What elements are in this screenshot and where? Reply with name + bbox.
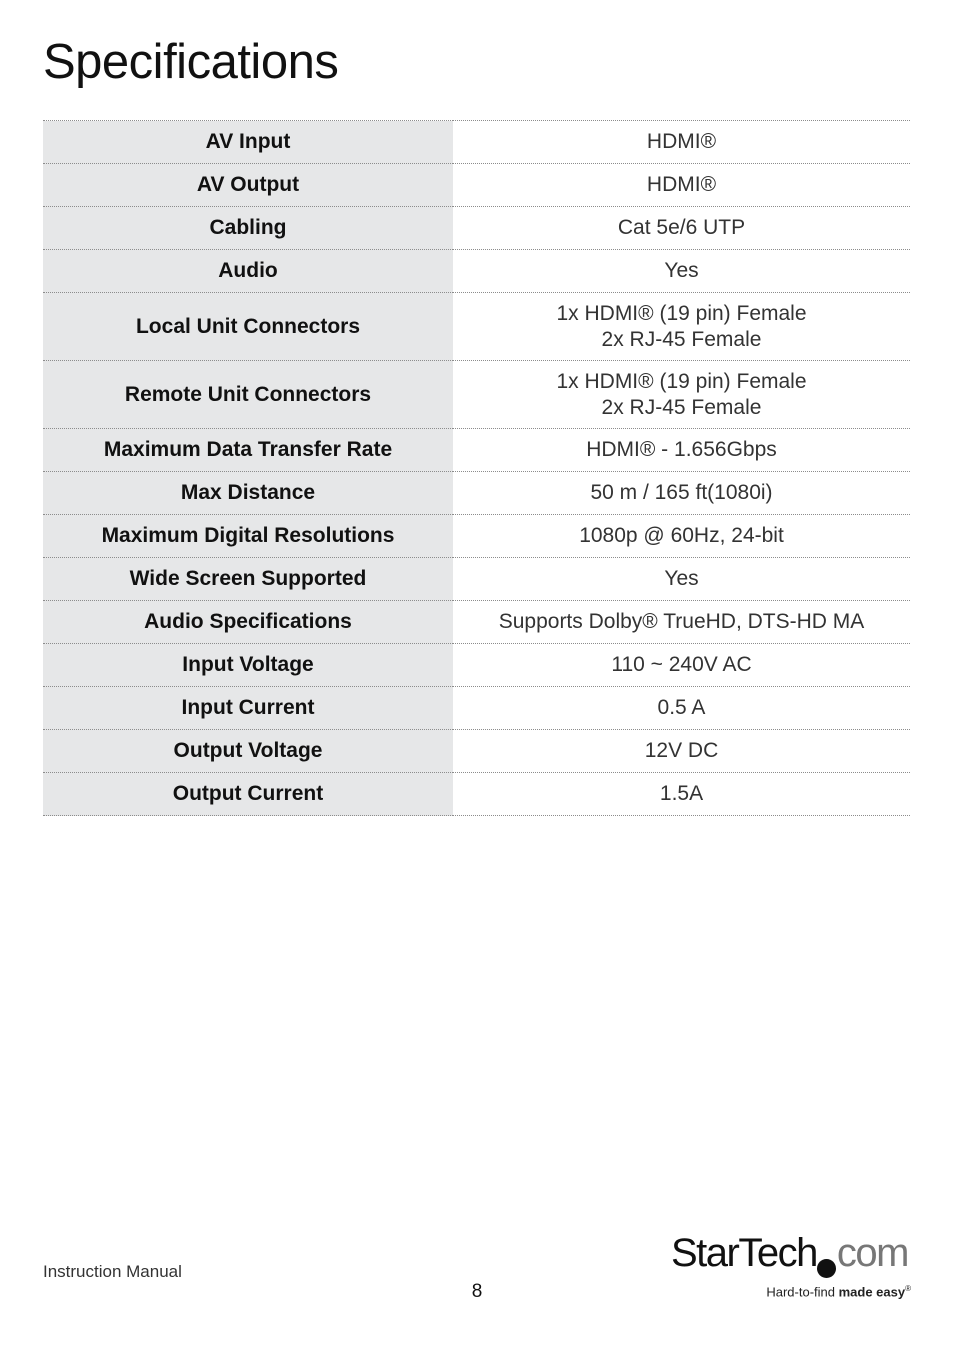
logo-brand-suffix: com — [836, 1231, 908, 1275]
spec-label: Maximum Data Transfer Rate — [43, 429, 453, 472]
spec-value-line: 1x HDMI® (19 pin) Female — [556, 370, 807, 393]
spec-row — [43, 293, 910, 361]
spec-row — [43, 601, 910, 644]
spec-label: Wide Screen Supported — [43, 558, 453, 601]
spec-value-line: 2x RJ-45 Female — [601, 395, 762, 419]
spec-value — [453, 121, 910, 164]
logo-tagline-mark: ® — [905, 1284, 911, 1293]
spec-label: Input Current — [43, 687, 453, 730]
spec-row — [43, 773, 910, 816]
spec-row — [43, 207, 910, 250]
spec-label: Input Voltage — [43, 644, 453, 687]
spec-row — [43, 164, 910, 207]
logo-tagline — [766, 1284, 911, 1299]
spec-row — [43, 558, 910, 601]
spec-row — [43, 515, 910, 558]
spec-label: Audio — [43, 250, 453, 293]
spec-row — [43, 250, 910, 293]
specifications-table-body — [43, 121, 910, 816]
spec-value-line: Yes — [664, 259, 699, 283]
logo-tagline-regular: Hard-to-find — [766, 1284, 839, 1300]
logo-brand-main: StarTech — [671, 1231, 817, 1275]
spec-label: Cabling — [43, 207, 453, 250]
spec-value-line: HDMI® - 1.656Gbps — [586, 438, 777, 462]
spec-value-line: Cat 5e/6 UTP — [617, 216, 746, 240]
page-title: Specifications — [43, 35, 339, 89]
spec-value-line: 0.5 A — [657, 696, 706, 720]
spec-value-line: HDMI® — [646, 173, 717, 197]
spec-value — [453, 361, 910, 429]
spec-value-line: Yes — [664, 567, 699, 591]
spec-label: Output Voltage — [43, 730, 453, 773]
footer-document-label: Instruction Manual — [43, 1262, 182, 1281]
logo-wordmark — [671, 1232, 908, 1274]
spec-value-line: 1x HDMI® (19 pin) Female — [556, 302, 807, 325]
spec-value-line: 1080p @ 60Hz, 24-bit — [579, 524, 784, 548]
spec-row — [43, 429, 910, 472]
spec-row — [43, 687, 910, 730]
logo-tagline-bold: made easy — [838, 1284, 906, 1300]
spec-value — [453, 164, 910, 207]
spec-label: AV Output — [43, 164, 453, 207]
spec-value — [453, 515, 910, 558]
spec-value-line: 110 ~ 240V AC — [611, 653, 752, 677]
spec-row — [43, 361, 910, 429]
spec-value — [453, 250, 910, 293]
spec-value — [453, 601, 910, 644]
startech-logo — [671, 1232, 911, 1304]
spec-row — [43, 121, 910, 164]
spec-value — [453, 429, 910, 472]
spec-label: Output Current — [43, 773, 453, 816]
spec-value-line: 12V DC — [644, 739, 719, 763]
page-number: 8 — [471, 1281, 483, 1302]
spec-row — [43, 730, 910, 773]
spec-value-line: 2x RJ-45 Female — [601, 327, 762, 351]
spec-label: Maximum Digital Resolutions — [43, 515, 453, 558]
spec-value-line: 1.5A — [659, 782, 704, 806]
spec-value — [453, 773, 910, 816]
spec-value-line: HDMI® — [646, 130, 717, 154]
spec-label: Remote Unit Connectors — [43, 361, 453, 429]
specifications-table — [43, 120, 910, 816]
spec-label: Local Unit Connectors — [43, 293, 453, 361]
spec-value — [453, 644, 910, 687]
spec-value-line: Supports Dolby® TrueHD, DTS-HD MA — [498, 610, 865, 634]
spec-value — [453, 293, 910, 361]
spec-label: Audio Specifications — [43, 601, 453, 644]
spec-row — [43, 644, 910, 687]
spec-value — [453, 558, 910, 601]
spec-value — [453, 472, 910, 515]
spec-value-line: 50 m / 165 ft(1080i) — [590, 481, 773, 505]
spec-label: AV Input — [43, 121, 453, 164]
spec-value — [453, 730, 910, 773]
logo-dot-icon — [817, 1259, 836, 1278]
spec-value — [453, 687, 910, 730]
spec-value — [453, 207, 910, 250]
spec-row — [43, 472, 910, 515]
spec-label: Max Distance — [43, 472, 453, 515]
